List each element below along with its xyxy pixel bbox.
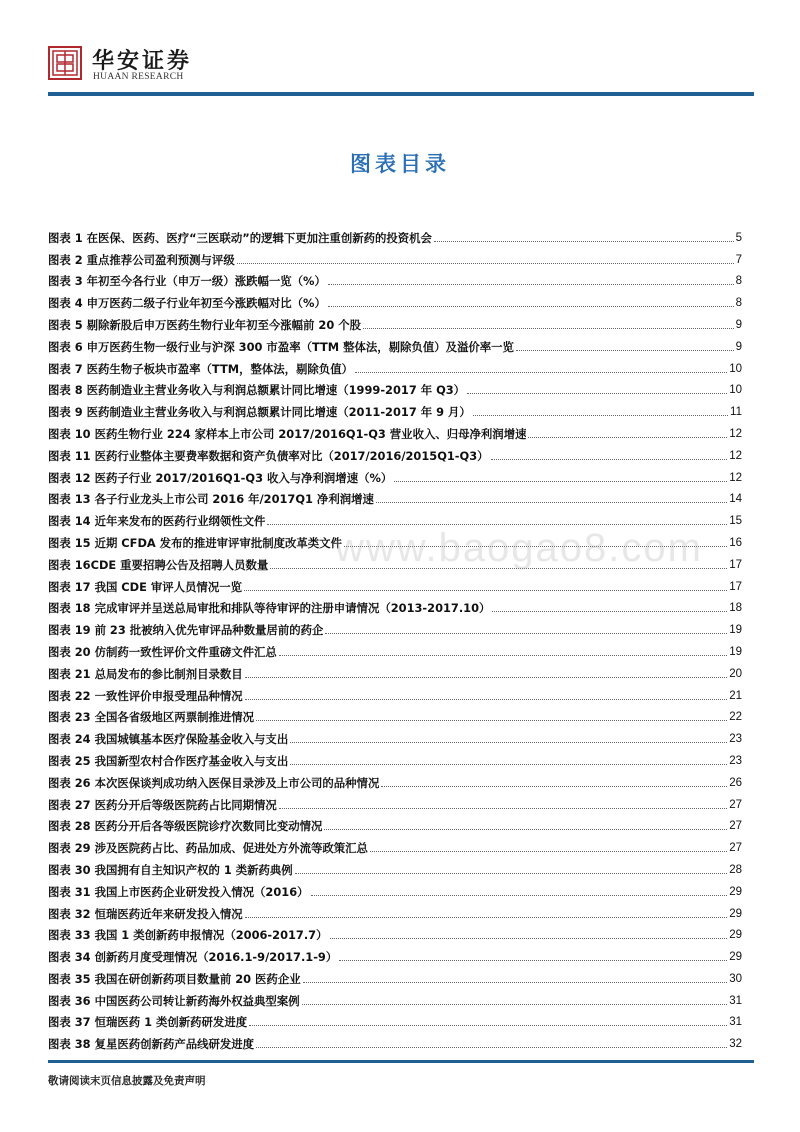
toc-dot-leader	[363, 328, 734, 329]
toc-entry[interactable]	[48, 485, 742, 507]
toc-entry-label: 图表 3 年初至今各行业（申万一级）涨跌幅一览（%）	[48, 274, 326, 289]
toc-entry-label: 图表 22 一致性评价申报受理品种情况	[48, 688, 243, 703]
toc-dot-leader	[328, 284, 734, 285]
toc-entry-label: 图表 5 剔除新股后申万医药生物行业年初至今涨幅前 20 个股	[48, 317, 362, 332]
toc-entry[interactable]	[48, 354, 742, 376]
toc-entry[interactable]	[48, 637, 742, 659]
toc-entry-page: 19	[729, 645, 742, 658]
toc-dot-leader	[303, 982, 728, 983]
toc-entry-page: 9	[735, 340, 742, 353]
toc-entry[interactable]	[48, 223, 742, 245]
toc-entry-label: 图表 7 医药生物子板块市盈率（TTM，整体法，剔除负值）	[48, 361, 353, 376]
toc-dot-leader	[245, 677, 728, 678]
toc-entry[interactable]	[48, 921, 742, 943]
toc-entry-label: 图表 33 我国 1 类创新药申报情况（2006-2017.7）	[48, 928, 328, 943]
toc-entry-page: 15	[729, 515, 742, 528]
toc-entry[interactable]	[48, 267, 742, 289]
toc-entry[interactable]	[48, 594, 742, 616]
toc-entry[interactable]	[48, 463, 742, 485]
toc-entry-label: 图表 23 全国各省级地区两票制推进情况	[48, 710, 255, 725]
toc-dot-leader	[330, 938, 728, 939]
toc-entry-page: 30	[729, 972, 742, 985]
toc-dot-leader	[302, 1004, 728, 1005]
toc-entry-label: 图表 24 我国城镇基本医疗保险基金收入与支出	[48, 732, 289, 747]
brand-name-cn: 华安证券	[92, 48, 193, 74]
toc-entry-label: 图表 16CDE 重要招聘公告及招聘人员数量	[48, 557, 269, 572]
toc-dot-leader	[237, 263, 734, 264]
toc-entry-page: 31	[729, 1016, 742, 1029]
toc-dot-leader	[267, 524, 727, 525]
toc-entry-label: 图表 25 我国新型农村合作医疗基金收入与支出	[48, 753, 289, 768]
toc-entry-page: 26	[729, 776, 742, 789]
toc-entry[interactable]	[48, 833, 742, 855]
toc-entry[interactable]	[48, 768, 742, 790]
toc-entry[interactable]	[48, 899, 742, 921]
toc-entry-page: 9	[735, 318, 742, 331]
toc-entry-label: 图表 20 仿制药一致性评价文件重磅文件汇总	[48, 644, 277, 659]
toc-dot-leader	[325, 633, 727, 634]
toc-entry-label: 图表 13 各子行业龙头上市公司 2016 年/2017Q1 净利润增速	[48, 492, 374, 507]
toc-entry-page: 22	[729, 711, 742, 724]
toc-entry[interactable]	[48, 942, 742, 964]
toc-entry[interactable]	[48, 332, 742, 354]
toc-dot-leader	[249, 1025, 727, 1026]
toc-dot-leader	[279, 808, 727, 809]
toc-entry[interactable]	[48, 659, 742, 681]
toc-entry-page: 11	[730, 406, 742, 419]
toc-entry-label: 图表 36 中国医药公司转让新药海外权益典型案例	[48, 993, 300, 1008]
toc-dot-leader	[355, 372, 727, 373]
toc-entry[interactable]	[48, 288, 742, 310]
toc-dot-leader	[381, 786, 727, 787]
toc-entry-label: 图表 29 涉及医院药占比、药品加成、促进处方外流等政策汇总	[48, 841, 368, 856]
toc-entry[interactable]	[48, 855, 742, 877]
toc-dot-leader	[394, 481, 727, 482]
toc-entry[interactable]	[48, 506, 742, 528]
toc-entry-label: 图表 9 医药制造业主营业务收入与利润总额累计同比增速（2011-2017 年 9 月）	[48, 405, 471, 420]
header-divider	[48, 92, 754, 96]
toc-entry[interactable]	[48, 441, 742, 463]
toc-entry[interactable]	[48, 703, 742, 725]
toc-entry-page: 19	[729, 624, 742, 637]
toc-dot-leader	[473, 415, 728, 416]
toc-entry[interactable]	[48, 310, 742, 332]
toc-dot-leader	[290, 764, 727, 765]
toc-dot-leader	[256, 720, 727, 721]
toc-entry-label: 图表 35 我国在研创新药项目数量前 20 医药企业	[48, 971, 301, 986]
toc-dot-leader	[245, 917, 728, 918]
toc-entry-label: 图表 32 恒瑞医药近年来研发投入情况	[48, 906, 243, 921]
toc-dot-leader	[376, 502, 727, 503]
toc-entry-page: 29	[729, 885, 742, 898]
toc-entry-page: 23	[729, 733, 742, 746]
toc-entry-label: 图表 21 总局发布的参比制剂目录数目	[48, 666, 243, 681]
toc-dot-leader	[492, 611, 727, 612]
footer-disclaimer: 敬请阅读末页信息披露及免责声明	[48, 1075, 206, 1087]
toc-entry-label: 图表 10 医药生物行业 224 家样本上市公司 2017/2016Q1-Q3 营业收入、归母净利润增速	[48, 426, 527, 441]
toc-entry-page: 27	[729, 820, 742, 833]
page-title: 图表目录	[350, 152, 450, 176]
brand-name-en: HUAAN RESEARCH	[93, 72, 184, 82]
toc-entry-label: 图表 2 重点推荐公司盈利预测与评级	[48, 252, 235, 267]
toc-entry-page: 12	[729, 427, 742, 440]
toc-entry-label: 图表 26 本次医保谈判成功纳入医保目录涉及上市公司的品种情况	[48, 775, 380, 790]
toc-entry[interactable]	[48, 397, 742, 419]
toc-dot-leader	[295, 873, 728, 874]
toc-entry-label: 图表 1 在医保、医药、医疗“三医联动”的逻辑下更加注重创新药的投资机会	[48, 230, 432, 245]
toc-entry-label: 图表 6 申万医药生物一级行业与沪深 300 市盈率（TTM 整体法，剔除负值）及溢价率一览	[48, 339, 514, 354]
toc-entry-label: 图表 14 近年来发布的医药行业纲领性文件	[48, 514, 266, 529]
toc-entry[interactable]	[48, 986, 742, 1008]
toc-entry-page: 29	[729, 951, 742, 964]
toc-entry-label: 图表 11 医药行业整体主要费率数据和资产负债率对比（2017/2016/2015Q1-Q3）	[48, 448, 489, 463]
toc-entry-page: 12	[729, 449, 742, 462]
toc-entry-page: 17	[729, 558, 742, 571]
toc-dot-leader	[491, 459, 728, 460]
toc-entry[interactable]	[48, 746, 742, 768]
toc-entry-label: 图表 27 医药分开后等级医院药占比同期情况	[48, 797, 277, 812]
toc-dot-leader	[434, 241, 734, 242]
toc-entry-page: 7	[735, 253, 742, 266]
toc-entry-page: 23	[729, 754, 742, 767]
toc-entry-page: 18	[729, 602, 742, 615]
toc-entry-page: 16	[729, 536, 742, 549]
toc-dot-leader	[256, 1047, 727, 1048]
toc-entry-page: 8	[735, 297, 742, 310]
toc-entry-page: 20	[729, 667, 742, 680]
toc-entry-page: 28	[729, 863, 742, 876]
toc-entry-page: 21	[729, 689, 742, 702]
toc-entry[interactable]	[48, 812, 742, 834]
toc-entry[interactable]	[48, 419, 742, 441]
toc-dot-leader	[244, 590, 727, 591]
toc-entry-page: 29	[729, 929, 742, 942]
toc-entry-page: 32	[729, 1038, 742, 1051]
toc-entry-page: 8	[735, 275, 742, 288]
watermark-text: www.baogao8.com	[335, 526, 703, 570]
toc-entry-label: 图表 37 恒瑞医药 1 类创新药研发进度	[48, 1015, 248, 1030]
toc-entry[interactable]	[48, 615, 742, 637]
toc-entry-page: 5	[735, 231, 742, 244]
toc-entry[interactable]	[48, 1008, 742, 1030]
toc-entry-label: 图表 18 完成审评并呈送总局审批和排队等待审评的注册申请情况（2013-2017.10）	[48, 601, 491, 616]
toc-entry-page: 14	[729, 493, 742, 506]
toc-entry-label: 图表 34 创新药月度受理情况（2016.1-9/2017.1-9）	[48, 950, 338, 965]
toc-entry-page: 12	[729, 471, 742, 484]
toc-dot-leader	[324, 829, 727, 830]
toc-dot-leader	[528, 437, 727, 438]
toc-entry-label: 图表 15 近期 CFDA 发布的推进审评审批制度改革类文件	[48, 535, 342, 550]
toc-entry-label: 图表 12 医药子行业 2017/2016Q1-Q3 收入与净利润增速（%）	[48, 470, 393, 485]
toc-entry-page: 27	[729, 842, 742, 855]
toc-entry-label: 图表 4 申万医药二级子行业年初至今涨跌幅对比（%）	[48, 296, 326, 311]
toc-entry-label: 图表 28 医药分开后各等级医院诊疗次数同比变动情况	[48, 819, 323, 834]
toc-entry[interactable]	[48, 790, 742, 812]
toc-entry-label: 图表 30 我国拥有自主知识产权的 1 类新药典例	[48, 862, 293, 877]
toc-entry-page: 10	[729, 362, 742, 375]
toc-entry[interactable]	[48, 245, 742, 267]
toc-entry[interactable]	[48, 964, 742, 986]
page-header	[0, 0, 800, 100]
toc-entry[interactable]	[48, 724, 742, 746]
toc-entry-label: 图表 19 前 23 批被纳入优先审评品种数量居前的药企	[48, 623, 324, 638]
toc-entry-page: 27	[729, 798, 742, 811]
toc-entry[interactable]	[48, 376, 742, 398]
toc-entry-label: 图表 38 复星医药创新药产品线研发进度	[48, 1037, 255, 1052]
huaan-logo-seal-icon	[48, 46, 82, 80]
toc-entry-page: 29	[729, 907, 742, 920]
toc-entry[interactable]	[48, 572, 742, 594]
toc-entry[interactable]	[48, 877, 742, 899]
toc-entry-label: 图表 8 医药制造业主营业务收入与利润总额累计同比增速（1999-2017 年 Q3）	[48, 383, 466, 398]
toc-entry-page: 17	[729, 580, 742, 593]
toc-entry-label: 图表 31 我国上市医药企业研发投入情况（2016）	[48, 884, 309, 899]
figure-toc-list	[48, 223, 742, 1051]
toc-entry[interactable]	[48, 681, 742, 703]
footer-divider	[48, 1060, 754, 1063]
toc-dot-leader	[339, 960, 727, 961]
toc-dot-leader	[370, 851, 727, 852]
toc-entry[interactable]	[48, 1029, 742, 1051]
toc-dot-leader	[467, 393, 727, 394]
toc-dot-leader	[279, 655, 727, 656]
toc-entry-page: 10	[729, 384, 742, 397]
toc-entry-page: 31	[729, 994, 742, 1007]
toc-entry-label: 图表 17 我国 CDE 审评人员情况一览	[48, 579, 242, 594]
toc-dot-leader	[290, 742, 727, 743]
toc-dot-leader	[245, 699, 728, 700]
toc-dot-leader	[311, 895, 728, 896]
toc-dot-leader	[516, 350, 734, 351]
toc-dot-leader	[328, 306, 734, 307]
